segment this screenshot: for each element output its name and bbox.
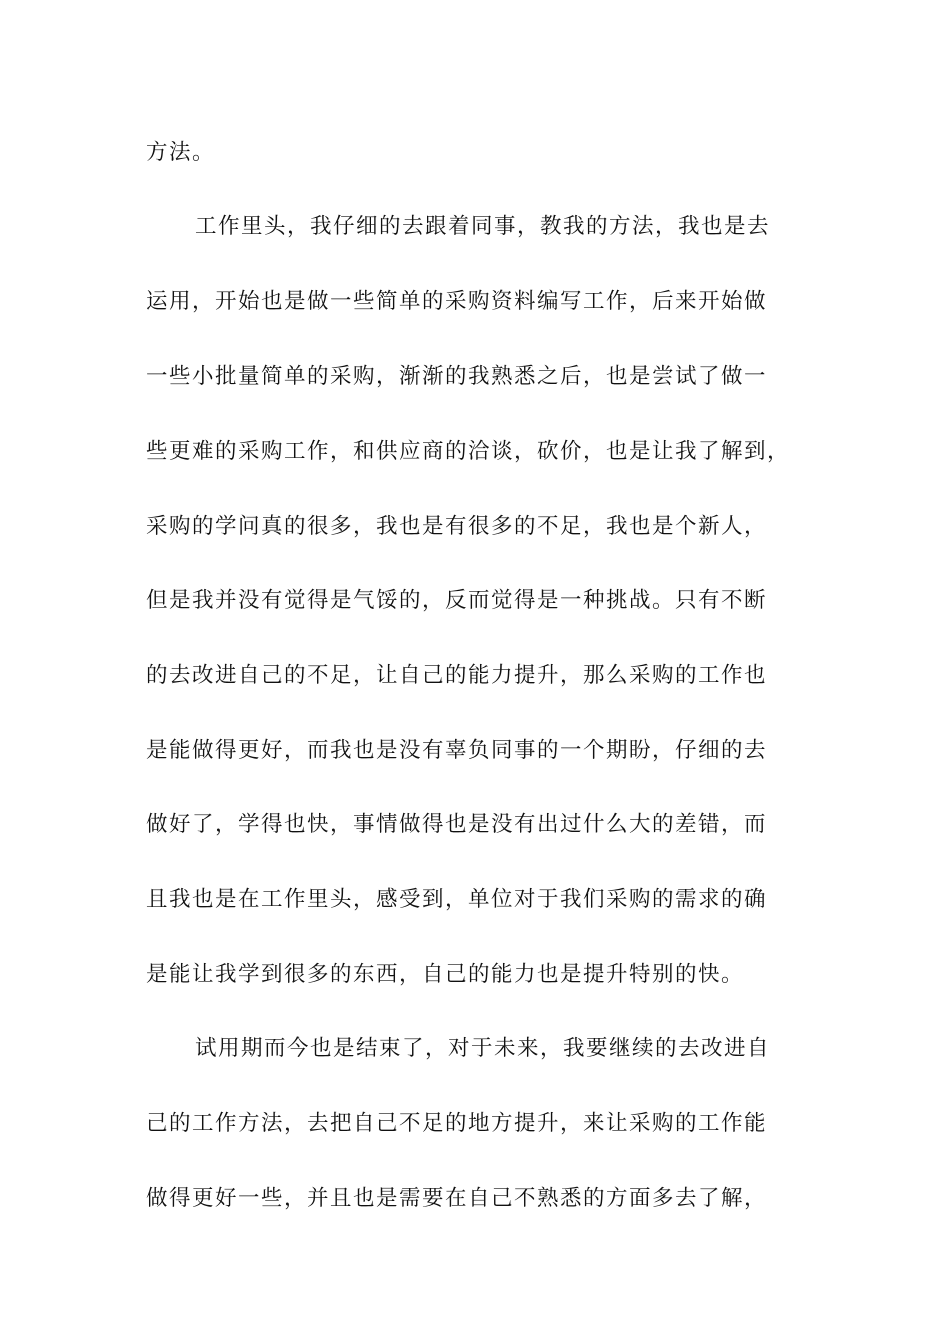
text-line: 采购的学问真的很多，我也是有很多的不足，我也是个新人，: [146, 514, 768, 539]
paragraph-start-line: 工作里头，我仔细的去跟着同事，教我的方法，我也是去: [195, 214, 771, 239]
text-line: 做好了，学得也快，事情做得也是没有出过什么大的差错，而: [146, 812, 768, 837]
text-line: 且我也是在工作里头，感受到，单位对于我们采购的需求的确: [146, 887, 768, 912]
text-line: 一些小批量简单的采购，渐渐的我熟悉之后，也是尝试了做一: [146, 364, 768, 389]
text-line: 但是我并没有觉得是气馁的，反而觉得是一种挑战。只有不断: [146, 588, 768, 613]
text-line: 些更难的采购工作，和供应商的洽谈，砍价，也是让我了解到，: [146, 439, 791, 464]
text-line: 方法。: [146, 140, 216, 165]
text-line: 是能做得更好，而我也是没有辜负同事的一个期盼，仔细的去: [146, 738, 768, 763]
paragraph-start-line: 试用期而今也是结束了，对于未来，我要继续的去改进自: [195, 1036, 771, 1061]
text-line: 运用，开始也是做一些简单的采购资料编写工作，后来开始做: [146, 289, 768, 314]
text-line: 做得更好一些，并且也是需要在自己不熟悉的方面多去了解，: [146, 1186, 768, 1211]
text-line: 己的工作方法，去把自己不足的地方提升，来让采购的工作能: [146, 1111, 768, 1136]
text-line: 的去改进自己的不足，让自己的能力提升，那么采购的工作也: [146, 663, 768, 688]
text-line: 是能让我学到很多的东西，自己的能力也是提升特别的快。: [146, 962, 745, 987]
